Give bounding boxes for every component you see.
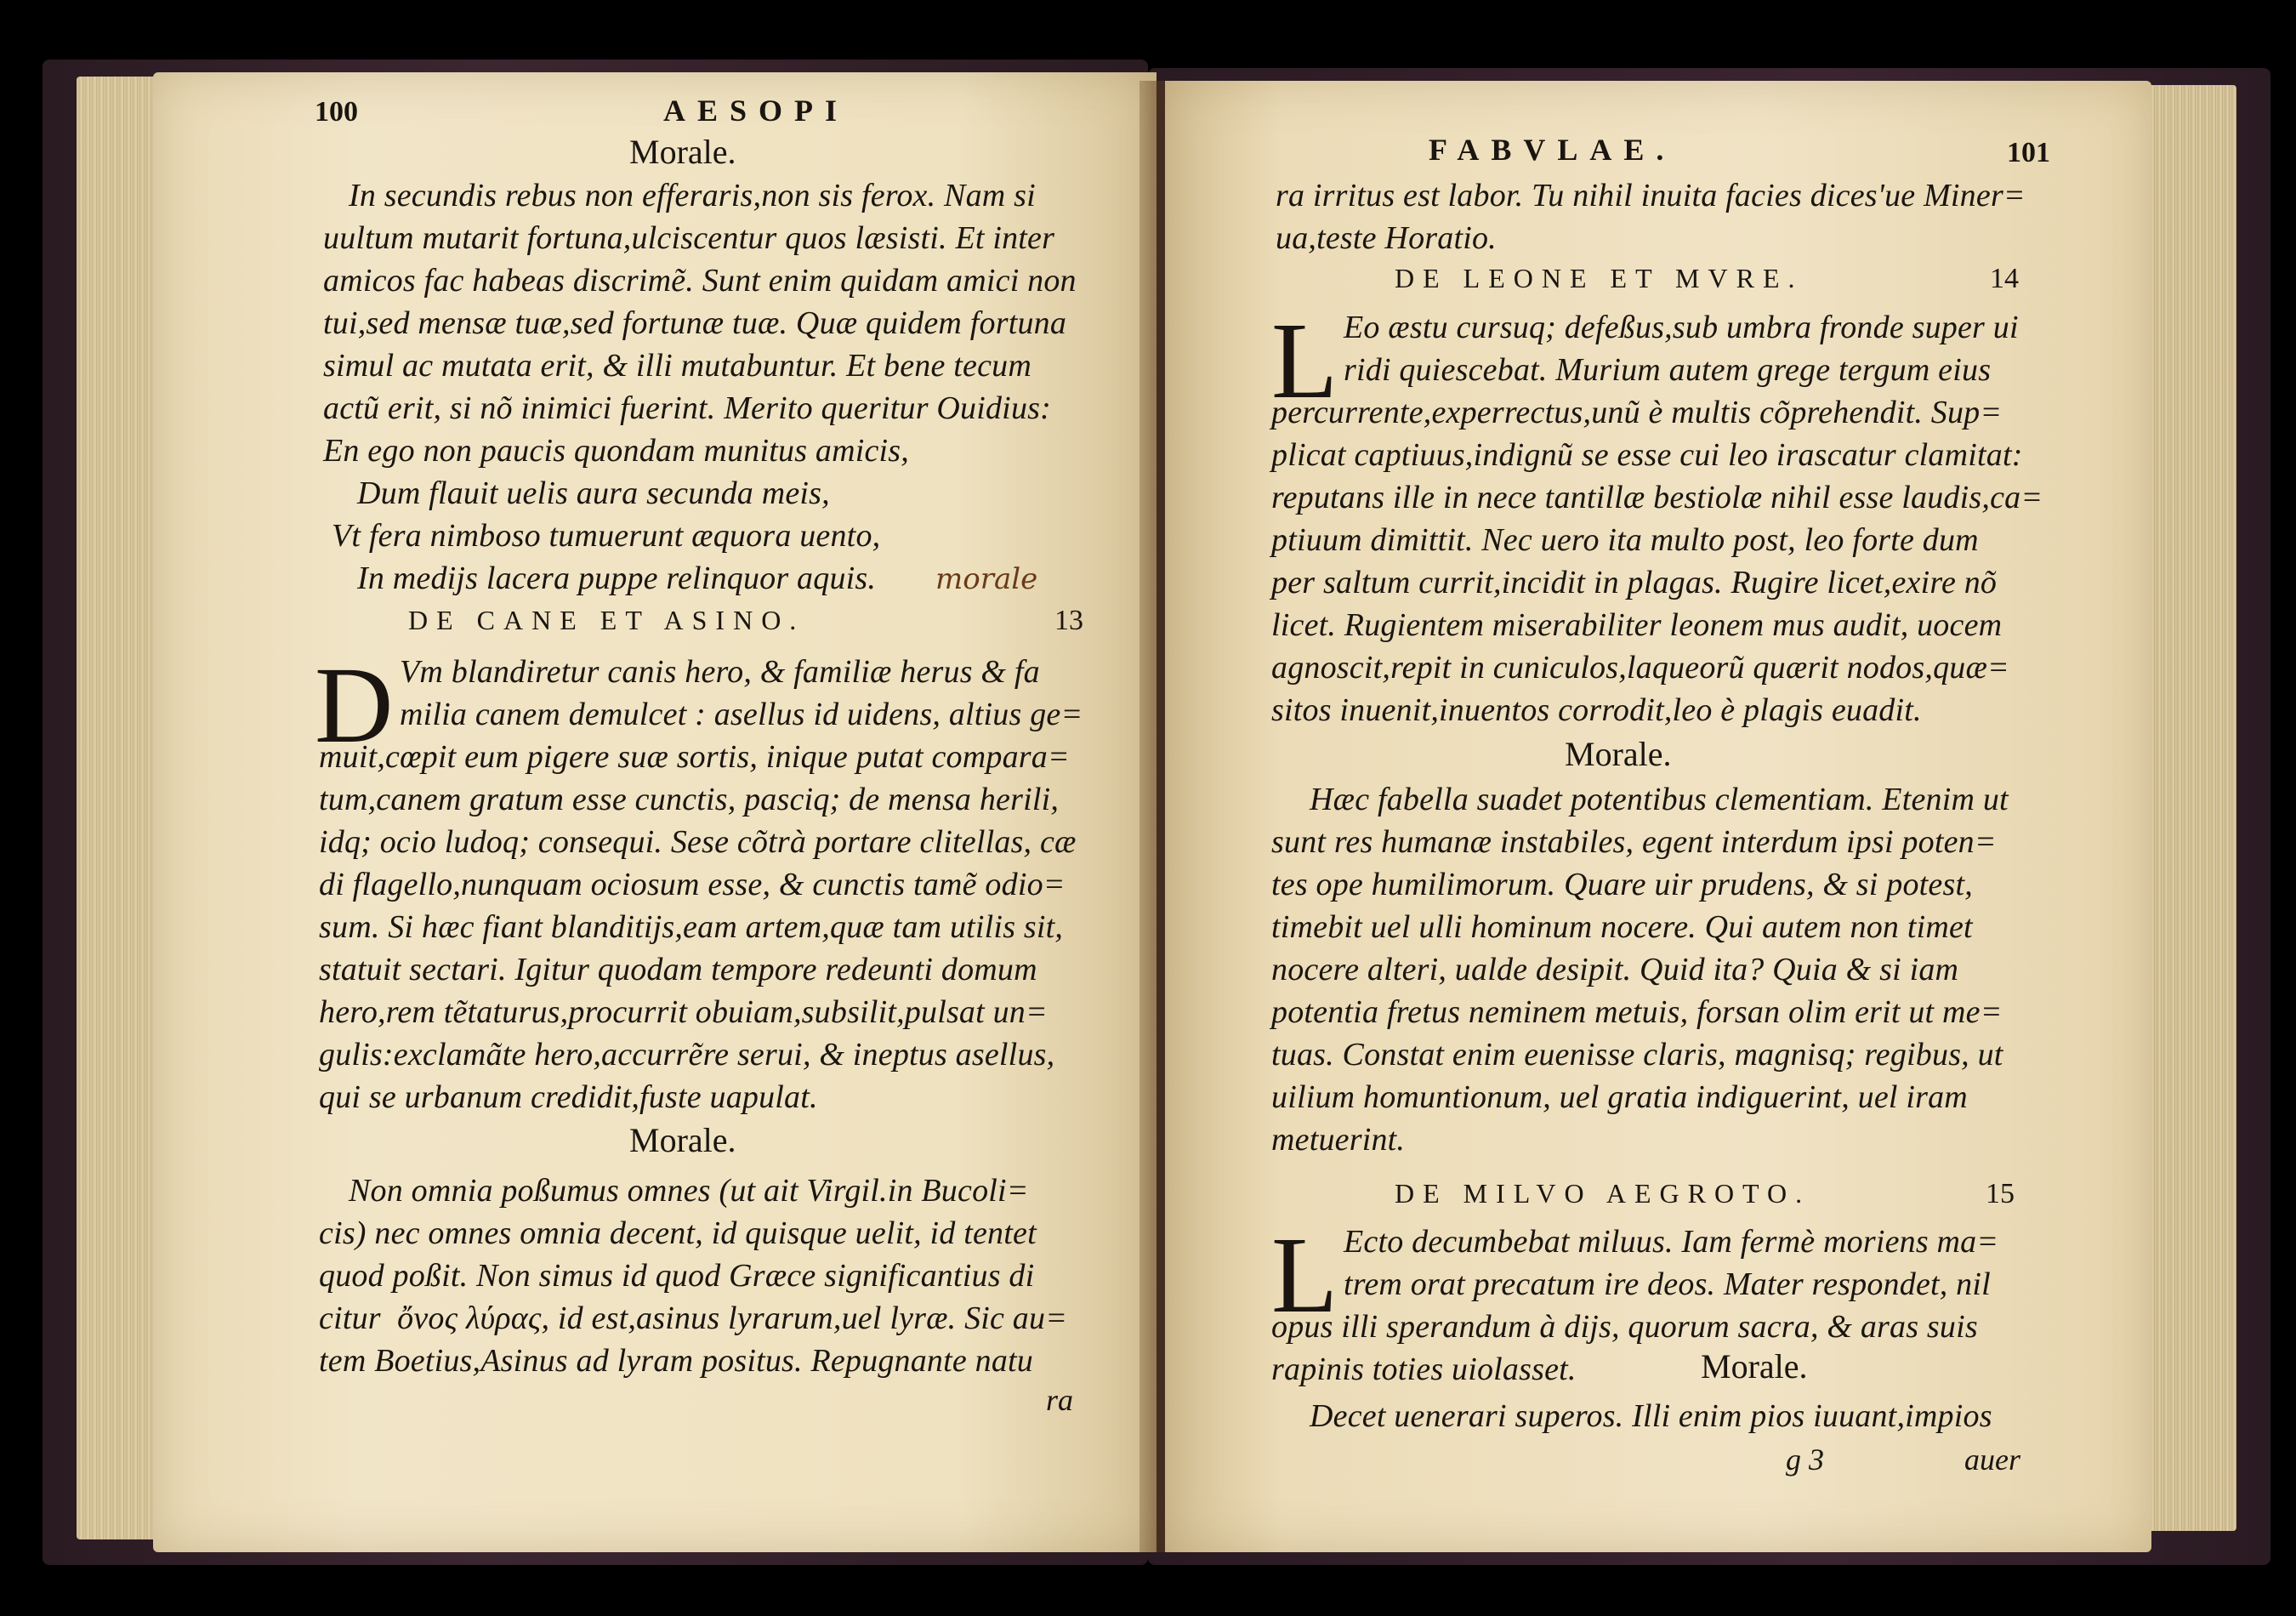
text-line: In secundis rebus non efferaris,non sis ferox. Nam si bbox=[349, 178, 1036, 213]
open-book bbox=[26, 34, 2270, 1573]
text-line: cis) nec omnes omnia decent, id quisque uelit, id tentet bbox=[319, 1215, 1037, 1251]
text-line: rapinis toties uiolasset. bbox=[1271, 1351, 1577, 1387]
text-line: statuit sectari. Igitur quodam tempore redeunti domum bbox=[319, 952, 1037, 987]
page-number: 101 bbox=[2007, 137, 2050, 168]
signature-mark: g 3 bbox=[1786, 1442, 1824, 1477]
text-line: percurrente,experrectus,unũ è multis cõprehendit. Sup= bbox=[1271, 395, 2003, 430]
text-line: muit,cœpit eum pigere suæ sortis, inique putat compara= bbox=[319, 739, 1070, 775]
morale-heading: Morale. bbox=[1565, 735, 1672, 773]
text-line: sum. Si hæc fiant blanditijs,eam artem,quæ tam utilis sit, bbox=[319, 909, 1064, 945]
running-head: AESOPI bbox=[663, 94, 850, 128]
drop-cap: D bbox=[315, 645, 394, 765]
text-line: ra irritus est labor. Tu nihil inuita facies dices'ue Miner= bbox=[1276, 178, 2026, 213]
right-page bbox=[1165, 81, 2151, 1552]
fable-number: 15 bbox=[1986, 1178, 2015, 1209]
fable-title: DE MILVO AEGROTO. bbox=[1395, 1178, 1811, 1209]
text-line: di flagello,nunquam ociosum esse, & cunctis tamẽ odio= bbox=[319, 867, 1066, 902]
morale-heading: Morale. bbox=[629, 1121, 736, 1159]
morale-heading: Morale. bbox=[629, 133, 736, 171]
text-line: Ecto decumbebat miluus. Iam fermè moriens ma= bbox=[1344, 1224, 1999, 1260]
text-line: sunt res humanæ instabiles, egent interdum ipsi poten= bbox=[1271, 824, 1997, 860]
text-line: uultum mutarit fortuna,ulciscentur quos læsisti. Et inter bbox=[323, 220, 1055, 256]
text-line: amicos fac habeas discrimẽ. Sunt enim quidam amici non bbox=[323, 263, 1077, 299]
text-line: timebit uel ulli hominum nocere. Qui autem non timet bbox=[1271, 909, 1973, 945]
morale-heading: Morale. bbox=[1701, 1347, 1808, 1386]
text-line: reputans ille in nece tantillæ bestiolæ nihil esse laudis,ca= bbox=[1271, 480, 2043, 515]
text-line: tum,canem gratum esse cunctis, pasciq; de mensa herili, bbox=[319, 782, 1060, 817]
catchword: auer bbox=[1964, 1442, 2020, 1477]
drop-cap: L bbox=[1271, 1215, 1338, 1335]
text-line: simul ac mutata erit, & illi mutabuntur. Et bene tecum bbox=[323, 348, 1031, 384]
text-line: milia canem demulcet : asellus id uidens, altius ge= bbox=[400, 697, 1083, 732]
text-line: qui se urbanum credidit,fuste uapulat. bbox=[319, 1079, 818, 1115]
verse-line: In medijs lacera puppe relinquor aquis. bbox=[357, 560, 877, 596]
text-line: opus illi sperandum à dijs, quorum sacra, & aras suis bbox=[1271, 1309, 1978, 1345]
text-line: trem orat precatum ire deos. Mater respondet, nil bbox=[1344, 1266, 1991, 1302]
fable-number: 13 bbox=[1054, 605, 1083, 636]
text-line: hero,rem tẽtaturus,procurrit obuiam,subsilit,pulsat un= bbox=[319, 994, 1048, 1030]
text-line: ptiuum dimittit. Nec uero ita multo post, leo forte dum bbox=[1271, 522, 1979, 558]
text-line: Decet uenerari superos. Illi enim pios iuuant,impios bbox=[1310, 1398, 1992, 1434]
text-line: idq; ocio ludoq; consequi. Sese cõtrà portare clitellas, cæ bbox=[319, 824, 1077, 860]
text-line: tes ope humilimorum. Quare uir prudens, & si potest, bbox=[1271, 867, 1973, 902]
verse-line: En ego non paucis quondam munitus amicis, bbox=[323, 433, 909, 469]
text-line: agnoscit,repit in cuniculos,laqueorũ quærit nodos,quæ= bbox=[1271, 650, 2009, 686]
page-number: 100 bbox=[315, 96, 358, 128]
text-line: actũ erit, si nõ inimici fuerint. Merito queritur Ouidius: bbox=[323, 390, 1051, 426]
text-line: nocere alteri, ualde desipit. Quid ita? Quia & si iam bbox=[1271, 952, 1959, 987]
verse-line: Vt fera nimboso tumuerunt æquora uento, bbox=[332, 518, 881, 554]
text-line: plicat captiuus,indignũ se esse cui leo irascatur clamitat: bbox=[1271, 437, 2023, 473]
text-line: ridi quiescebat. Murium autem grege tergum eius bbox=[1344, 352, 1992, 388]
text-line: tuas. Constat enim euenisse claris, magnisq; regibus, ut bbox=[1271, 1037, 2003, 1073]
catchword: ra bbox=[1046, 1383, 1074, 1417]
text-line: tui,sed mensæ tuæ,sed fortunæ tuæ. Quæ quidem fortuna bbox=[323, 305, 1067, 341]
handwritten-annotation: morale bbox=[935, 562, 1038, 596]
text-line: citur ὄνος λύρας, id est,asinus lyrarum,uel lyræ. Sic au= bbox=[319, 1300, 1068, 1336]
text-line: sitos inuenit,inuentos corrodit,leo è plagis euadit. bbox=[1271, 692, 1922, 728]
text-line: quod poßit. Non simus id quod Græce significantius di bbox=[319, 1258, 1035, 1294]
text-line: Vm blandiretur canis hero, & familiæ herus & fa bbox=[400, 654, 1040, 690]
text-line: potentia fretus neminem metuis, forsan olim erit ut me= bbox=[1271, 994, 2003, 1030]
text-line: gulis:exclamãte hero,accurrẽre serui, & ineptus asellus, bbox=[319, 1037, 1055, 1073]
fable-title: DE CANE ET ASINO. bbox=[408, 605, 805, 635]
text-line: tem Boetius,Asinus ad lyram positus. Repugnante natu bbox=[319, 1343, 1033, 1379]
text-line: Eo æstu cursuq; defeßus,sub umbra fronde super ui bbox=[1344, 310, 2019, 345]
fable-number: 14 bbox=[1990, 263, 2019, 294]
text-line: per saltum currit,incidit in plagas. Rugire licet,exire nõ bbox=[1271, 565, 1998, 600]
drop-cap: L bbox=[1271, 300, 1338, 421]
running-head: FABVLAE. bbox=[1429, 133, 1676, 167]
text-line: metuerint. bbox=[1271, 1122, 1406, 1158]
text-line: uilium homuntionum, uel gratia indiguerint, uel iram bbox=[1271, 1079, 1968, 1115]
text-line: licet. Rugientem miserabiliter leonem mus audit, uocem bbox=[1271, 607, 2003, 643]
text-line: Non omnia poßumus omnes (ut ait Virgil.in Bucoli= bbox=[349, 1173, 1029, 1209]
left-page bbox=[153, 72, 1157, 1552]
text-line: Hæc fabella suadet potentibus clementiam. Etenim ut bbox=[1310, 782, 2009, 817]
verse-line: Dum flauit uelis aura secunda meis, bbox=[357, 475, 830, 511]
fable-title: DE LEONE ET MVRE. bbox=[1395, 263, 1804, 293]
text-line: ua,teste Horatio. bbox=[1276, 220, 1497, 256]
